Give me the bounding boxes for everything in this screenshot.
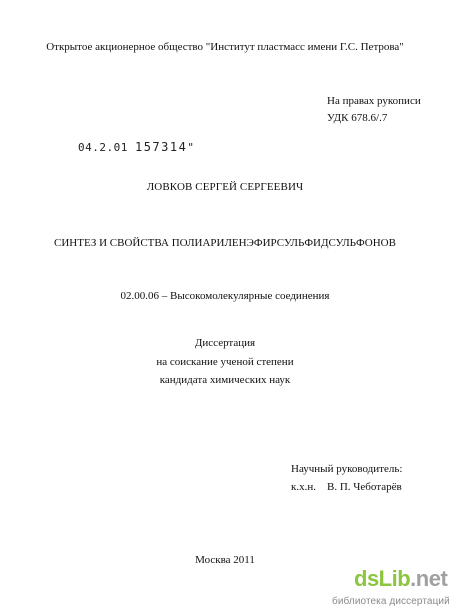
udk-code: УДК 678.6/.7 <box>327 112 388 124</box>
city-year: Москва 2011 <box>195 554 255 566</box>
supervisor-label: Научный руководитель: <box>291 463 403 475</box>
stamp-number: 157314 <box>134 140 188 154</box>
logo-part-net: .net <box>410 566 448 591</box>
logo-part-dslib: dsLib <box>354 566 411 591</box>
supervisor-degree: к.х.н. <box>291 481 316 493</box>
dissertation-degree: кандидата химических наук <box>159 374 291 386</box>
author-name: ЛОВКОВ СЕРГЕЙ СЕРГЕЕВИЧ <box>146 181 304 193</box>
dissertation-purpose: на соискание ученой степени <box>156 356 294 368</box>
stamp-prefix: 04.2.01 <box>78 141 128 154</box>
supervisor-name: В. П. Чеботарёв <box>327 481 402 493</box>
dissertation-title: СИНТЕЗ И СВОЙСТВА ПОЛИАРИЛЕНЭФИРСУЛЬФИДСУЛЬФОНОВ <box>54 237 396 249</box>
manuscript-rights-label: На правах рукописи <box>327 95 421 107</box>
registration-stamp <box>78 140 194 154</box>
dslib-watermark <box>332 566 450 615</box>
stamp-mark: " <box>187 141 195 154</box>
supervisor-line <box>291 481 402 494</box>
specialty-line: 02.00.06 – Высокомолекулярные соединения <box>120 290 330 302</box>
watermark-subtitle: библиотека диссертаций <box>332 596 450 607</box>
organization-header: Открытое акционерное общество "Институт пластмасс имени Г.С. Петрова" <box>46 41 404 53</box>
dissertation-type: Диссертация <box>194 337 256 349</box>
dslib-logo <box>354 566 447 592</box>
